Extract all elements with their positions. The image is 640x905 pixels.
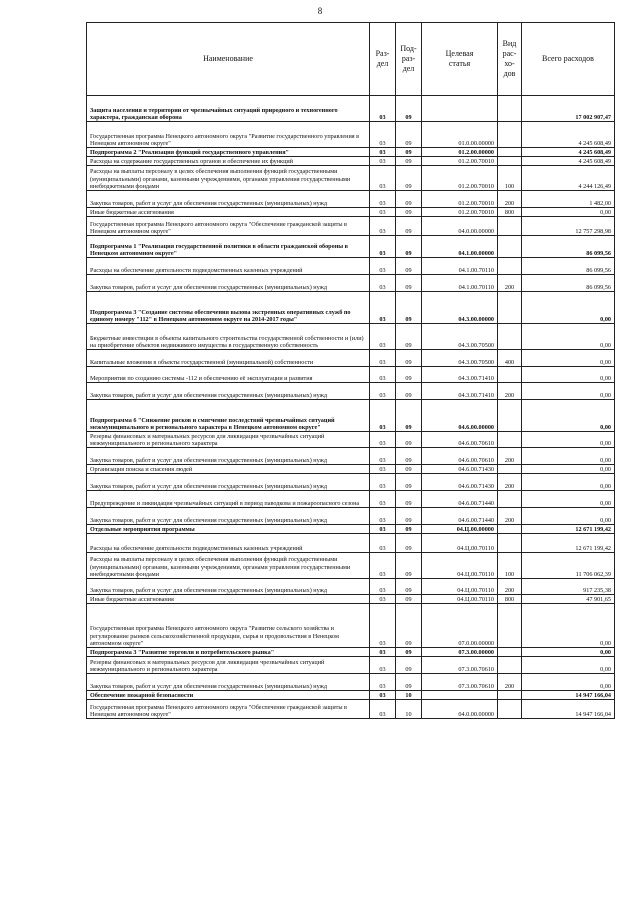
cell-razdel: 03 [370,525,396,534]
table-row [87,657,615,674]
header-target-article-line: статья [448,59,471,68]
cell-expense-type: 200 [498,191,522,208]
cell-razdel: 03 [370,465,396,474]
cell-expense-type: 800 [498,208,522,217]
cell-total: 4 244 126,49 [522,166,615,191]
cell-name: Отдельные мероприятия программы [87,525,370,534]
cell-target-article: 04.3.00.00000 [422,292,498,324]
cell-total: 86 099,56 [522,258,615,275]
cell-razdel: 03 [370,275,396,292]
cell-podrazdel: 09 [396,166,422,191]
cell-target-article: 04.Ц.00.00000 [422,525,498,534]
cell-total: 86 099,56 [522,275,615,292]
cell-name: Закупка товаров, работ и услуг для обеспечения государственных (муниципальных) нужд [87,579,370,595]
cell-total: 917 235,38 [522,579,615,595]
cell-target-article: 01.2.00.70010 [422,166,498,191]
cell-podrazdel: 09 [396,553,422,579]
cell-podrazdel: 09 [396,491,422,508]
cell-podrazdel: 10 [396,691,422,700]
cell-expense-type: 200 [498,383,522,400]
cell-razdel: 03 [370,604,396,648]
table-row [87,122,615,148]
cell-razdel: 03 [370,648,396,657]
header-total: Всего расходов [522,23,615,96]
cell-razdel: 03 [370,350,396,367]
cell-expense-type [498,148,522,157]
cell-razdel: 03 [370,491,396,508]
header-podrazdel-line: дел [402,64,415,73]
cell-target-article: 04.0.00.00000 [422,700,498,719]
table-row [87,292,615,324]
table-row [87,324,615,350]
cell-name: Закупка товаров, работ и услуг для обеспечения государственных (муниципальных) нужд [87,674,370,691]
cell-target-article: 04.0.00.00000 [422,217,498,236]
cell-target-article: 04.Ц.00.70110 [422,579,498,595]
header-target-article-line: Целевая [445,49,474,58]
cell-podrazdel: 09 [396,465,422,474]
page-number: 8 [317,6,323,16]
cell-razdel: 03 [370,157,396,166]
table-header-row [87,23,615,96]
cell-razdel: 03 [370,236,396,258]
cell-podrazdel: 09 [396,367,422,383]
cell-podrazdel: 09 [396,258,422,275]
cell-name: Государственная программа Ненецкого автономного округа "Обеспечение гражданской защиты в Ненецком автономном округе" [87,700,370,719]
cell-podrazdel: 09 [396,96,422,122]
cell-razdel: 03 [370,657,396,674]
cell-podrazdel: 09 [396,148,422,157]
cell-target-article: 04.Ц.00.70110 [422,595,498,604]
cell-target-article: 07.3.00.70610 [422,657,498,674]
cell-razdel: 03 [370,191,396,208]
cell-total: 17 002 907,47 [522,96,615,122]
cell-podrazdel: 09 [396,275,422,292]
cell-total: 0,00 [522,432,615,448]
cell-podrazdel: 09 [396,432,422,448]
table-row [87,383,615,400]
budget-table [86,22,615,719]
cell-total: 0,00 [522,383,615,400]
header-target-article [422,23,498,96]
table-row [87,432,615,448]
cell-podrazdel: 09 [396,474,422,491]
header-razdel-line: Раз- [375,49,390,58]
cell-podrazdel: 09 [396,292,422,324]
table-row [87,508,615,525]
table-row [87,604,615,648]
cell-target-article: 04.6.00.71430 [422,474,498,491]
cell-razdel: 03 [370,432,396,448]
cell-razdel: 03 [370,96,396,122]
table-row [87,700,615,719]
cell-name: Расходы на выплаты персоналу в целях обеспечения выполнения функций государственными (муниципальными) органами, казенными учреждениями, органами управления государственными внебюджетными фондами [87,553,370,579]
cell-podrazdel: 09 [396,595,422,604]
cell-name: Обеспечение пожарной безопасности [87,691,370,700]
cell-razdel: 03 [370,674,396,691]
cell-podrazdel: 10 [396,700,422,719]
cell-name: Закупка товаров, работ и услуг для обеспечения государственных (муниципальных) нужд [87,448,370,465]
table-row [87,525,615,534]
cell-podrazdel: 09 [396,236,422,258]
header-razdel [370,23,396,96]
cell-expense-type [498,465,522,474]
cell-razdel: 03 [370,292,396,324]
cell-expense-type: 100 [498,166,522,191]
cell-expense-type: 100 [498,553,522,579]
cell-razdel: 03 [370,691,396,700]
cell-total: 0,00 [522,448,615,465]
cell-total: 0,00 [522,508,615,525]
header-podrazdel-line: раз- [401,54,416,63]
cell-podrazdel: 09 [396,122,422,148]
cell-podrazdel: 09 [396,648,422,657]
header-expense-type-line: хо- [504,59,515,68]
cell-name: Подпрограмма 1 "Реализация государственной политики в области гражданской обороны в Ненецком автономном округе" [87,236,370,258]
cell-expense-type [498,122,522,148]
cell-name: Резервы финансовых и материальных ресурсов для ликвидации чрезвычайных ситуаций межмуниципального и регионального характера [87,432,370,448]
cell-total: 0,00 [522,648,615,657]
table-row [87,691,615,700]
table-row [87,350,615,367]
cell-target-article: 01.2.00.70010 [422,191,498,208]
cell-total: 4 245 608,49 [522,122,615,148]
cell-razdel: 03 [370,258,396,275]
table-row [87,367,615,383]
cell-razdel: 03 [370,474,396,491]
cell-target-article: 04.1.00.70110 [422,258,498,275]
table-row [87,96,615,122]
cell-expense-type [498,400,522,432]
cell-name: Государственная программа Ненецкого автономного округа "Обеспечение гражданской защиты в Ненецком автономном округе" [87,217,370,236]
table-row [87,534,615,553]
cell-podrazdel: 09 [396,400,422,432]
cell-total: 14 947 166,04 [522,691,615,700]
header-expense-type-line: Вид [502,39,517,48]
table-row [87,491,615,508]
cell-total: 0,00 [522,491,615,508]
cell-name: Защита населения и территории от чрезвычайных ситуаций природного и техногенного характера, гражданская оборона [87,96,370,122]
cell-name: Организация поиска и спасения людей [87,465,370,474]
cell-name: Расходы на содержание государственных органов и обеспечение их функций [87,157,370,166]
cell-target-article: 04.3.00.70500 [422,350,498,367]
table-row [87,275,615,292]
cell-total: 0,00 [522,208,615,217]
cell-target-article: 04.3.00.70500 [422,324,498,350]
table-row [87,465,615,474]
cell-expense-type: 200 [498,508,522,525]
cell-expense-type [498,604,522,648]
cell-total: 11 706 062,39 [522,553,615,579]
cell-podrazdel: 09 [396,657,422,674]
cell-total: 0,00 [522,465,615,474]
cell-target-article: 04.6.00.70610 [422,448,498,465]
cell-total: 1 482,00 [522,191,615,208]
cell-total: 4 245 608,49 [522,157,615,166]
header-expense-type-line: рас- [502,49,517,58]
cell-podrazdel: 09 [396,217,422,236]
cell-razdel: 03 [370,553,396,579]
cell-name: Государственная программа Ненецкого автономного округа "Развитие сельского хозяйства и регулирование рынков сельскохозяйственной продукции, сырья и продовольствия в Ненецком автономном округе" [87,604,370,648]
cell-expense-type: 200 [498,474,522,491]
cell-name: Закупка товаров, работ и услуг для обеспечения государственных (муниципальных) нужд [87,275,370,292]
cell-razdel: 03 [370,166,396,191]
table-row [87,258,615,275]
cell-name: Государственная программа Ненецкого автономного округа "Развитие государственного управления в Ненецком автономном округе" [87,122,370,148]
cell-expense-type: 200 [498,579,522,595]
cell-razdel: 03 [370,383,396,400]
cell-podrazdel: 09 [396,525,422,534]
cell-name: Мероприятия по созданию системы -112 и обеспечению её эксплуатации и развития [87,367,370,383]
table-row [87,148,615,157]
cell-podrazdel: 09 [396,157,422,166]
cell-name: Иные бюджетные ассигнования [87,208,370,217]
cell-total: 12 671 199,42 [522,525,615,534]
table-row [87,448,615,465]
cell-razdel: 03 [370,148,396,157]
cell-podrazdel: 09 [396,383,422,400]
cell-expense-type [498,657,522,674]
cell-target-article: 04.3.00.71410 [422,383,498,400]
cell-name: Расходы на обеспечение деятельности подведомственных казенных учреждений [87,258,370,275]
cell-razdel: 03 [370,700,396,719]
cell-expense-type [498,534,522,553]
table-row [87,648,615,657]
cell-expense-type: 200 [498,674,522,691]
cell-target-article: 01.0.00.00000 [422,122,498,148]
cell-target-article: 04.6.00.70610 [422,432,498,448]
cell-razdel: 03 [370,595,396,604]
cell-expense-type [498,217,522,236]
cell-expense-type: 400 [498,350,522,367]
cell-expense-type: 800 [498,595,522,604]
table-row [87,474,615,491]
cell-podrazdel: 09 [396,208,422,217]
cell-total: 0,00 [522,324,615,350]
cell-podrazdel: 09 [396,324,422,350]
cell-name: Подпрограмма 3 "Развитие торговли и потребительского рынка" [87,648,370,657]
cell-total: 0,00 [522,657,615,674]
cell-podrazdel: 09 [396,604,422,648]
cell-total: 12 757 298,98 [522,217,615,236]
cell-total: 12 671 199,42 [522,534,615,553]
cell-name: Резервы финансовых и материальных ресурсов для ликвидации чрезвычайных ситуаций межмуниципального и регионального характера [87,657,370,674]
cell-expense-type [498,648,522,657]
cell-expense-type [498,491,522,508]
cell-razdel: 03 [370,208,396,217]
cell-total: 4 245 608,49 [522,148,615,157]
cell-razdel: 03 [370,508,396,525]
cell-target-article [422,691,498,700]
cell-target-article: 04.1.00.70110 [422,275,498,292]
header-podrazdel [396,23,422,96]
cell-podrazdel: 09 [396,674,422,691]
cell-target-article [422,96,498,122]
table-row [87,157,615,166]
cell-name: Закупка товаров, работ и услуг для обеспечения государственных (муниципальных) нужд [87,508,370,525]
cell-total: 0,00 [522,292,615,324]
cell-target-article: 04.Ц.00.70110 [422,534,498,553]
cell-target-article: 07.0.00.00000 [422,604,498,648]
cell-name: Расходы на обеспечение деятельности подведомственных казенных учреждений [87,534,370,553]
cell-target-article: 04.6.00.71430 [422,465,498,474]
table-row [87,208,615,217]
cell-name: Бюджетные инвестиции в объекты капитального строительства государственной собственности и (или) на приобретение объектов недвижимого имущества в государственную собственность [87,324,370,350]
cell-expense-type: 200 [498,275,522,292]
cell-expense-type [498,367,522,383]
table-row [87,674,615,691]
cell-expense-type [498,432,522,448]
table-row [87,400,615,432]
cell-podrazdel: 09 [396,534,422,553]
cell-target-article: 01.2.00.70010 [422,208,498,217]
cell-total: 14 947 166,04 [522,700,615,719]
cell-total: 0,00 [522,400,615,432]
cell-total: 0,00 [522,367,615,383]
cell-total: 86 099,56 [522,236,615,258]
cell-total: 0,00 [522,350,615,367]
cell-razdel: 03 [370,579,396,595]
header-razdel-line: дел [376,59,389,68]
cell-name: Закупка товаров, работ и услуг для обеспечения государственных (муниципальных) нужд [87,191,370,208]
table-row [87,579,615,595]
cell-name: Капитальные вложения в объекты государственной (муниципальной) собственности [87,350,370,367]
cell-expense-type [498,525,522,534]
cell-expense-type [498,324,522,350]
cell-razdel: 03 [370,400,396,432]
cell-expense-type [498,236,522,258]
cell-name: Подпрограмма 3 "Создание системы обеспечения вызова экстренных оперативных служб по единому номеру "112" в Ненецком автономном округе на 2014-2017 годы" [87,292,370,324]
cell-total: 0,00 [522,674,615,691]
cell-target-article: 01.2.00.70010 [422,157,498,166]
cell-expense-type [498,292,522,324]
cell-target-article: 04.6.00.71440 [422,491,498,508]
table-row [87,595,615,604]
cell-name: Подпрограмма 2 "Реализация функций государственного управления" [87,148,370,157]
cell-expense-type [498,700,522,719]
cell-expense-type: 200 [498,448,522,465]
cell-podrazdel: 09 [396,350,422,367]
cell-podrazdel: 09 [396,508,422,525]
table-row [87,191,615,208]
cell-razdel: 03 [370,217,396,236]
cell-target-article: 04.Ц.00.70110 [422,553,498,579]
cell-target-article: 01.2.00.00000 [422,148,498,157]
cell-razdel: 03 [370,324,396,350]
cell-name: Подпрограмма 6 "Снижение рисков и смягчение последствий чрезвычайных ситуаций межмуниципального и регионального характера в Ненецком автономном округе" [87,400,370,432]
cell-expense-type [498,96,522,122]
cell-podrazdel: 09 [396,191,422,208]
header-expense-type [498,23,522,96]
cell-target-article: 04.3.00.71410 [422,367,498,383]
cell-name: Закупка товаров, работ и услуг для обеспечения государственных (муниципальных) нужд [87,474,370,491]
table-row [87,553,615,579]
cell-name: Закупка товаров, работ и услуг для обеспечения государственных (муниципальных) нужд [87,383,370,400]
cell-podrazdel: 09 [396,579,422,595]
table-row [87,166,615,191]
cell-name: Иные бюджетные ассигнования [87,595,370,604]
table-row [87,236,615,258]
cell-target-article: 04.6.00.71440 [422,508,498,525]
cell-razdel: 03 [370,448,396,465]
table-body [87,96,615,719]
cell-name: Предупреждение и ликвидация чрезвычайных ситуаций в период паводкова и пожароопасного сезона [87,491,370,508]
cell-razdel: 03 [370,367,396,383]
cell-name: Расходы на выплаты персоналу в целях обеспечения выполнения функций государственными (муниципальными) органами, казенными учреждениями, органами управления государственными внебюджетными фондами [87,166,370,191]
cell-total: 0,00 [522,604,615,648]
cell-total: 0,00 [522,474,615,491]
cell-target-article: 04.6.00.00000 [422,400,498,432]
cell-expense-type [498,157,522,166]
cell-expense-type [498,258,522,275]
cell-total: 47 901,65 [522,595,615,604]
header-podrazdel-line: Под- [400,44,417,53]
header-expense-type-line: дов [503,69,516,78]
table-row [87,217,615,236]
cell-podrazdel: 09 [396,448,422,465]
cell-razdel: 03 [370,122,396,148]
header-name: Наименование [87,23,370,96]
cell-target-article: 07.3.00.70610 [422,674,498,691]
cell-razdel: 03 [370,534,396,553]
cell-expense-type [498,691,522,700]
cell-target-article: 07.3.00.00000 [422,648,498,657]
cell-target-article: 04.1.00.00000 [422,236,498,258]
